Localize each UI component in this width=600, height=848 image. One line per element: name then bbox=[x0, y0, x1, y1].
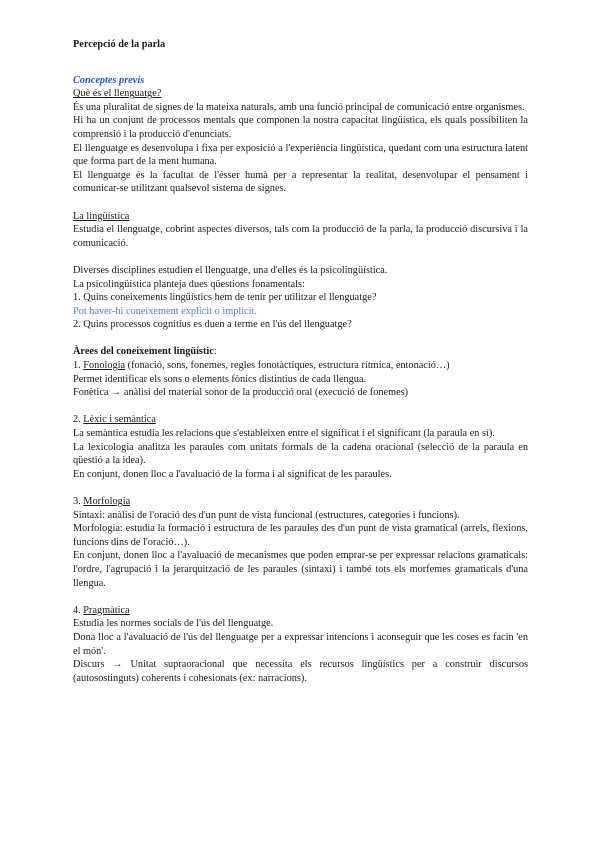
arees-colon: : bbox=[213, 346, 217, 358]
subheading-llenguatge: Què és el llenguatge? bbox=[73, 88, 162, 100]
paragraph: La semàntica estudia les relacions que s'estableixen entre el significat i el significant (la paraula en sí). bbox=[73, 428, 495, 440]
question-2: 2. Quins processos cognitius es duen a terme en l'ús del llenguatge? bbox=[73, 319, 352, 331]
area-number: 3. bbox=[73, 496, 84, 507]
subheading-linguistica: La lingüística bbox=[73, 210, 130, 222]
question-1: 1. Quins coneixements lingüístics hem de tenir per utilitzar el llenguatge? bbox=[73, 292, 377, 304]
paragraph: Fonètica → anàlisi del material sonor de la producció oral (execució de fonemes) bbox=[73, 387, 409, 399]
question-1-note: Pot haver-hi coneixement explícit o implícit. bbox=[73, 305, 257, 317]
area-2-heading bbox=[73, 413, 528, 427]
paragraph: Estudia el llenguatge, cobrint aspectes diversos, tals com la producció de la parla, la producció discursiva i la comunicació. bbox=[73, 224, 528, 249]
area-number: 4. bbox=[73, 604, 84, 616]
area-3-title: Morfologia bbox=[83, 496, 131, 507]
area-1-title: Fonologia bbox=[83, 360, 126, 372]
area-3-heading bbox=[73, 495, 528, 509]
paragraph: La psicolingüística planteja dues qüestions fonamentals: bbox=[73, 278, 305, 290]
paragraph: Discurs → Unitat supraoracional que necessita els recursos lingüístics per a construir discursos (autosostinguts) coherents i cohesionats (ex: narracions). bbox=[73, 659, 528, 684]
paragraph: El llenguatge és la facultat de l'ésser humà per a representar la realitat, desenvolupar el pensament i comunicar-se utilitzant qualsevol sistema de signes. bbox=[73, 169, 528, 195]
paragraph: Permet identificar els sons o elements fònics distintius de cada llengua. bbox=[73, 373, 367, 385]
paragraph: En conjunt, donen lloc a l'avaluació de mecanismes que poden emprar-se per expressar relacions gramaticals: l'ordre, l'agrupació i la jerarquització de les paraules (sintaxi) i també tots els morfemes gramaticals d'una llengua. bbox=[73, 550, 528, 589]
area-1-detail: (fonació, sons, fonemes, regles fonotàctiques, estructura rítmica, entonació…) bbox=[125, 360, 450, 372]
arees-title: Àrees del coneixement lingüístic bbox=[73, 346, 214, 358]
document-page bbox=[73, 38, 528, 685]
paragraph: Estudia les normes socials de l'ús del llenguatge. bbox=[73, 618, 274, 630]
paragraph: Hi ha un conjunt de processos mentals que componen la nostra capacitat lingüística, els quals possibiliten la comprensió i la producció d'enunciats. bbox=[73, 115, 528, 140]
area-number: 2. bbox=[73, 414, 84, 426]
document-title: Percepció de la parla bbox=[73, 39, 166, 50]
paragraph: El llenguatge es desenvolupa i fixa per exposició a l'experiència lingüística, quedant com una estructura latent que forma part de la ment humana. bbox=[73, 142, 528, 168]
paragraph: Sintaxi: anàlisi de l'oració des d'un punt de vista funcional (estructures, categories i funcions). bbox=[73, 509, 460, 521]
paragraph: En conjunt, donen lloc a l'avaluació de la forma i al significat de les paraules. bbox=[73, 468, 392, 480]
paragraph: La lexicologia analitza les paraules com unitats formals de la cadena oracional (selecció de la paraula en qüestió a la idea). bbox=[73, 441, 528, 467]
area-4-title: Pragmàtica bbox=[83, 604, 130, 616]
area-number: 1. bbox=[73, 360, 84, 372]
paragraph: Morfologia: estudia la formació i estructura de les paraules des d'un punt de vista gramatical (arrels, flexions, funcions dins de l'oració…). bbox=[73, 523, 528, 548]
paragraph: Diverses disciplines estudien el llenguatge, una d'elles és la psicolingüística. bbox=[73, 264, 388, 276]
paragraph: És una pluralitat de signes de la mateixa naturals, amb una funció principal de comunicació entre organismes. bbox=[73, 101, 525, 113]
area-4-heading bbox=[73, 604, 528, 618]
area-2-title: Lèxic i semàntica bbox=[83, 414, 156, 426]
section-heading-arees bbox=[73, 345, 528, 359]
paragraph: Dona lloc a l'avaluació de l'ús del llenguatge per a expressar intencions i aconseguir que les coses es facin 'en el món'. bbox=[73, 631, 528, 657]
area-1-heading bbox=[73, 359, 528, 373]
section-heading-conceptes: Conceptes previs bbox=[73, 74, 145, 86]
